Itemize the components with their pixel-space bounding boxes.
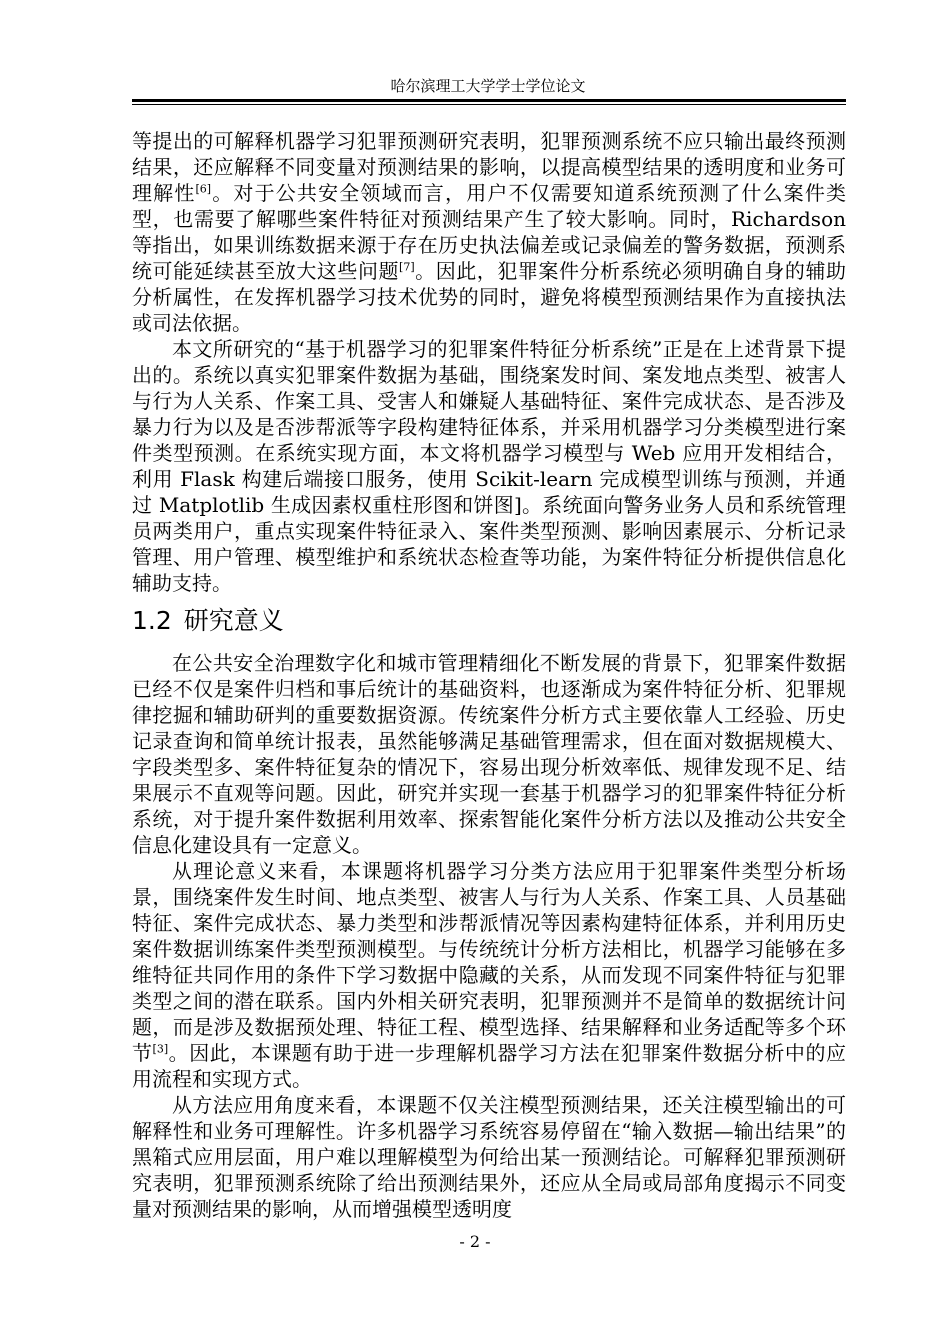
paragraph-1-part-b: 。对于公共安全领域而言，用户不仅需要知道系统预测了什么案件类型，也需要了解哪些案件特征对预测结果产生了较大影响。同时，Richardson 等指出，如果训练数据来源于存在历史执法偏差或记录偏差的警务数据，预测系统可能延续甚至放大这些问题 [132,181,847,283]
page-number: - 2 - [459,1232,491,1251]
section-number: 1.2 [132,606,172,635]
paragraph-2: 本文所研究的“基于机器学习的犯罪案件特征分析系统”正是在上述背景下提出的。系统以真实犯罪案件数据为基础，围绕案发时间、案发地点类型、被害人与行为人关系、作案工具、受害人和嫌疑人基础特征、案件完成状态、是否涉及暴力行为以及是否涉帮派等字段构建特征体系，并采用机器学习分类模型进行案件类型预测。在系统实现方面，本文将机器学习模型与 Web 应用开发相结合，利用 Flask 构建后端接口服务，使用 Scikit-learn 完成模型训练与预测，并通过 Matplotlib 生成因素权重柱形图和饼图]。系统面向警务业务人员和系统管理员两类用户，重点实现案件特征录入、案件类型预测、影响因素展示、分析记录管理、用户管理、模型维护和系统状态检查等功能，为案件特征分析提供信息化辅助支持。 [132,337,846,595]
paragraph-3: 在公共安全治理数字化和城市管理精细化不断发展的背景下，犯罪案件数据已经不仅是案件归档和事后统计的基础资料，也逐渐成为案件特征分析、犯罪规律挖掘和辅助研判的重要数据资源。传统案件分析方式主要依靠人工经验、历史记录查询和简单统计报表，虽然能够满足基础管理需求，但在面对数据规模大、字段类型多、案件特征复杂的情况下，容易出现分析效率低、规律发现不足、结果展示不直观等问题。因此，研究并实现一套基于机器学习的犯罪案件特征分析系统，对于提升案件数据利用效率、探索智能化案件分析方法以及推动公共安全信息化建设具有一定意义。 [132,651,846,857]
citation-6: [6] [195,182,212,196]
citation-7: [7] [399,260,415,274]
paragraph-1-part-a: 等提出的可解释机器学习犯罪预测研究表明，犯罪预测系统不应只输出最终预测结果，还应解释不同变量对预测结果的影响，以提高模型结果的透明度和业务可理解性 [132,129,846,205]
paragraph-1 [132,128,846,336]
paragraph-4-part-a: 从理论意义来看，本课题将机器学习分类方法应用于犯罪案件类型分析场景，围绕案件发生时间、地点类型、被害人与行为人关系、作案工具、人员基础特征、案件完成状态、暴力类型和涉帮派情况等因素构建特征体系，并利用历史案件数据训练案件类型预测模型。与传统统计分析方法相比，机器学习能够在多维特征共同作用的条件下学习数据中隐藏的关系，从而发现不同案件特征与犯罪类型之间的潜在联系。国内外相关研究表明，犯罪预测并不是简单的数据统计问题，而是涉及数据预处理、特征工程、模型选择、结果解释和业务适配等多个环节 [132,859,846,1065]
paragraph-4 [132,858,846,1092]
paragraph-1-part-c: 。因此，犯罪案件分析系统必须明确自身的辅助分析属性，在发挥机器学习技术优势的同时，避免将模型预测结果作为直接执法或司法依据。 [132,259,847,335]
header-rule-thick [132,99,846,102]
paragraph-5: 从方法应用角度来看，本课题不仅关注模型预测结果，还关注模型输出的可解释性和业务可理解性。许多机器学习系统容易停留在“输入数据—输出结果”的黑箱式应用层面，用户难以理解模型为何给出某一预测结论。可解释犯罪预测研究表明，犯罪预测系统除了给出预测结果外，还应从全局或局部角度揭示不同变量对预测结果的影响，从而增强模型透明度 [132,1093,846,1221]
body-text [132,128,846,1222]
header-rule-thin [132,104,846,105]
running-header: 哈尔滨理工大学学士学位论文 [390,77,586,95]
citation-3: [3] [152,1042,169,1056]
section-title: 研究意义 [183,606,284,635]
section-heading [132,606,846,636]
paragraph-4-part-b: 。因此，本课题有助于进一步理解机器学习方法在犯罪案件数据分析中的应用流程和实现方式。 [132,1041,847,1091]
